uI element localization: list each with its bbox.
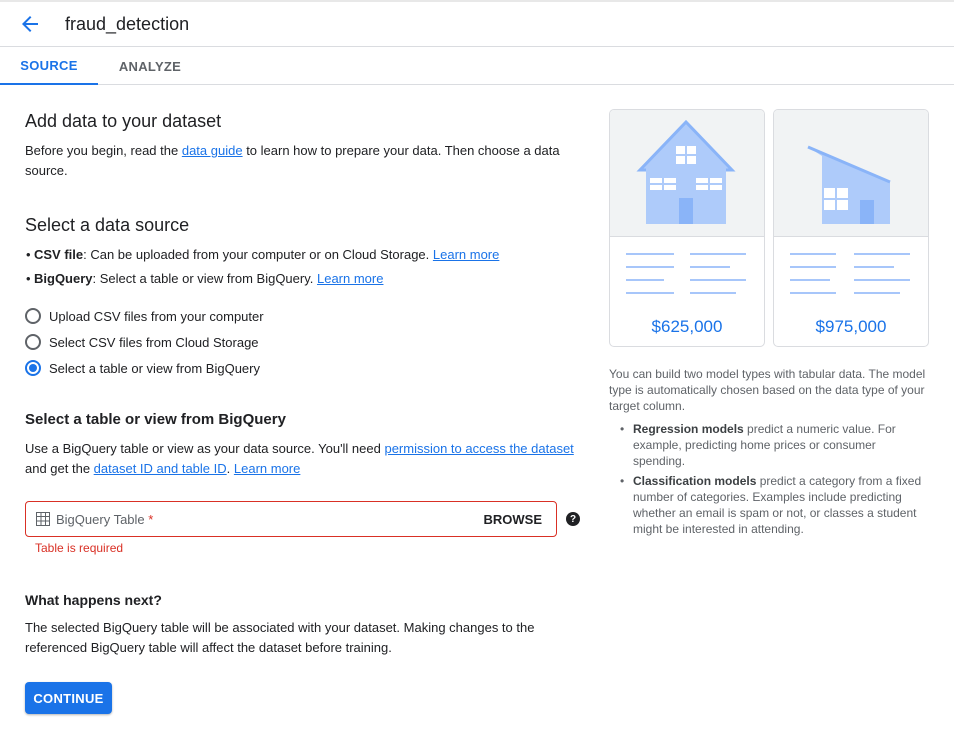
required-mark: * [148,512,154,527]
radio-upload-csv[interactable]: Upload CSV files from your computer [25,306,264,326]
price-label: $975,000 [815,317,887,336]
classification-bullet: • Classification models predict a category from a fixed number of categories. Examples include predicting whether an email is spam or not, or classes a student might be interested in attending. [633,473,929,537]
page-title: fraud_detection [65,14,190,34]
regression-card [609,109,765,347]
tab-analyze[interactable]: ANALYZE [118,59,182,74]
radio-button[interactable] [25,334,41,350]
price-label: $625,000 [651,317,723,336]
dataset-id-link[interactable]: dataset ID and table ID [93,461,227,476]
data-source-heading: Select a data source [25,215,190,235]
radio-button-selected[interactable] [25,360,41,376]
bigquery-table-field[interactable] [25,501,557,537]
section-heading: Add data to your dataset [25,111,222,131]
bigquery-table-learn-more-link[interactable]: Learn more [233,461,301,476]
bigquery-table-label: BigQuery Table * [56,512,154,527]
csv-learn-more-link[interactable]: Learn more [432,247,500,262]
data-lines-graphic [790,252,914,302]
permission-link[interactable]: permission to access the dataset [384,441,574,456]
data-guide-link[interactable]: data guide [181,143,243,158]
intro-text: Before you begin, read the data guide to learn how to prepare your data. Then choose a data source. [25,143,560,178]
building-icon [774,110,929,237]
house-icon [610,110,765,237]
app-header [0,0,954,47]
bigquery-learn-more-link[interactable]: Learn more [316,271,384,286]
tab-source[interactable]: SOURCE [0,48,98,85]
next-description: The selected BigQuery table will be associated with your dataset. Making changes to the referenced BigQuery table will affect the dataset before training. [25,620,535,655]
table-icon [36,512,50,526]
help-icon[interactable]: ? [566,512,580,526]
data-lines-graphic [626,252,750,302]
model-types-description: You can build two model types with tabular data. The model type is automatically chosen based on the data type of your target column. [609,367,926,413]
radio-cloud-storage[interactable]: Select CSV files from Cloud Storage [25,332,259,352]
classification-card [773,109,929,347]
error-message: Table is required [35,541,124,555]
next-heading: What happens next? [25,592,162,608]
tab-bar [0,48,954,85]
bigquery-heading: Select a table or view from BigQuery [25,411,286,428]
bigquery-bullet: • BigQuery: Select a table or view from BigQuery. Learn more [34,271,383,286]
browse-button[interactable]: BROWSE [483,512,542,527]
bigquery-description: Use a BigQuery table or view as your data source. You'll need permission to access the dataset and get the dataset ID and table ID. Learn more [25,441,574,476]
continue-button[interactable]: CONTINUE [25,682,112,714]
radio-bigquery[interactable]: Select a table or view from BigQuery [25,358,260,378]
regression-bullet: • Regression models predict a numeric value. For example, predicting home prices or consumer spending. [633,421,929,469]
radio-button[interactable] [25,308,41,324]
arrow-back-icon[interactable] [18,12,42,36]
csv-bullet: • CSV file: Can be uploaded from your computer or on Cloud Storage. Learn more [34,247,499,262]
